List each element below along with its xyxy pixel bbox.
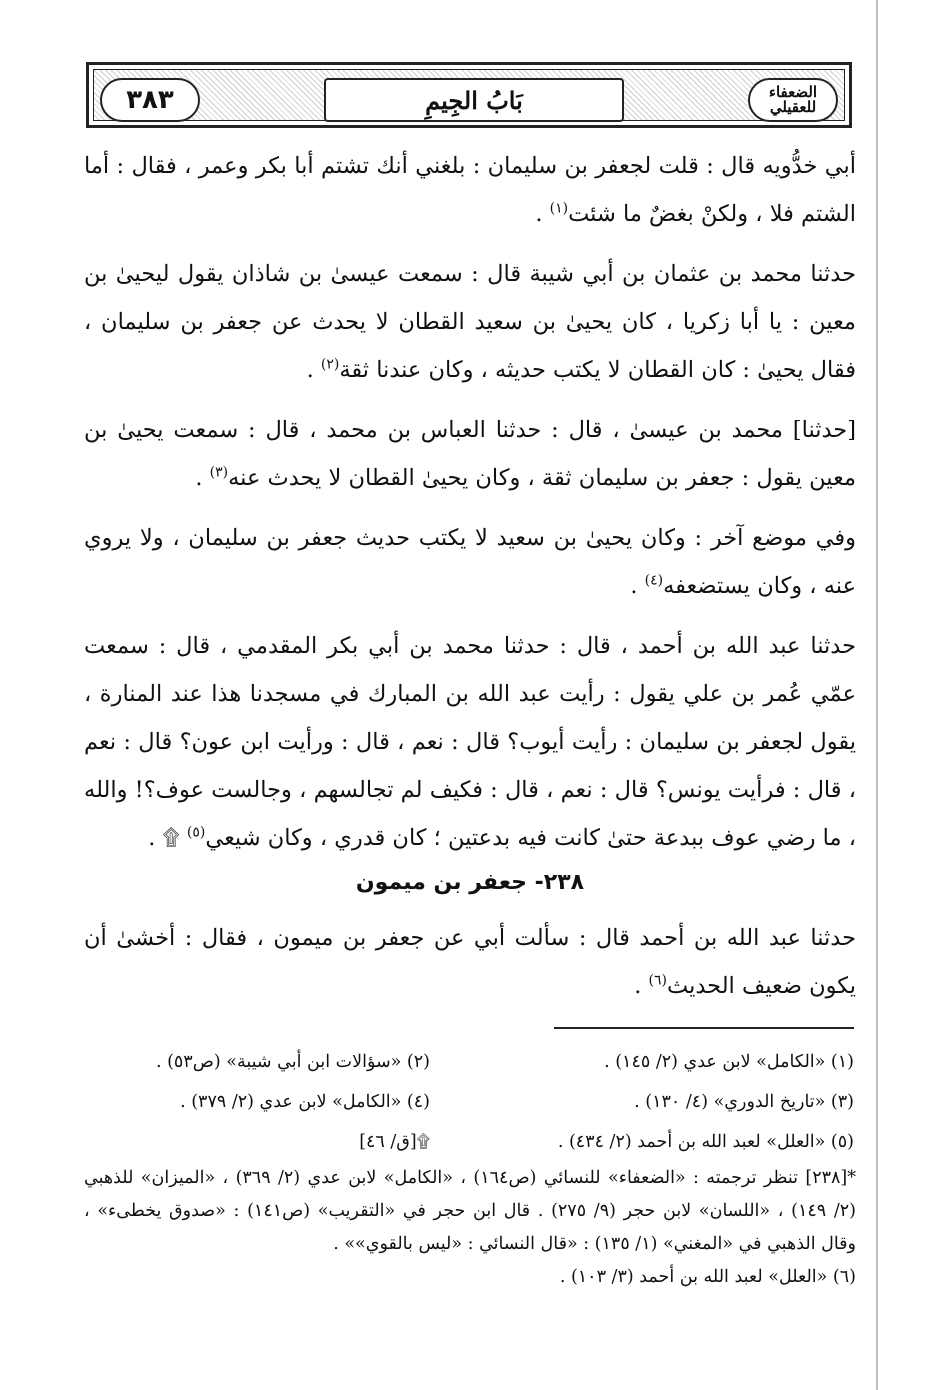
paragraph: حدثنا عبد الله بن أحمد قال : سألت أبي عن جعفر بن ميمون ، فقال : أخشىٰ أن يكون ضعيف الحديث$^{(٦)}$ . xyxy=(84,925,856,999)
header-ornament-border xyxy=(93,69,845,121)
footnote: (٣) «تاريخ الدوري» (٤/ ١٣٠) . xyxy=(634,1092,854,1112)
entry-footnote: *[٢٣٨] تنظر ترجمته : «الضعفاء» للنسائي (ص١٦٤) ، «الكامل» لابن عدي (٢/ ٣٦٩) ، «الميزان» للذهبي (٢/ ١٤٩) ، «اللسان» لابن حجر (٩/ ٢٧٥) . قال ابن حجر في «التقريب» (ص١٤١) : «صدوق يخطىء» ، وقال الذهبي في «المغني» (١/ ١٣٥) : «قال النسائي : «ليس بالقوي»» . xyxy=(84,1168,856,1254)
paragraph: حدثنا عبد الله بن أحمد ، قال : حدثنا محمد بن أبي بكر المقدمي ، قال : سمعت عمّي عُمر بن علي يقول : رأيت عبد الله بن المبارك في مسجدنا هذا عند المنارة ، يقول لجعفر بن سليمان : رأيت أيوب؟ قال : نعم ، قال : ورأيت ابن عون؟ قال : نعم ، قال : فرأيت يونس؟ قال : نعم ، قال : فكيف لم تجالسهم ، وجالست عوف؟! والله ، ما رضي عوف ببدعة حتىٰ كانت فيه بدعتين ؛ كان قدري ، وكان شيعي$^{(٥)}$ ۩ . xyxy=(84,633,856,851)
footnote: (١) «الكامل» لابن عدي (٢/ ١٤٥) . xyxy=(604,1052,854,1072)
footnotes-grid xyxy=(84,1042,856,1162)
manuscript-folio-marker: ۩[ق/ ٤٦] xyxy=(359,1132,430,1152)
paragraph: حدثنا محمد بن عثمان بن أبي شيبة قال : سمعت عيسىٰ بن شاذان يقول ليحيىٰ بن معين : يا أبا زكريا ، كان يحيىٰ بن سعيد القطان لا يحدث عن جعفر بن سليمان ، فقال يحيىٰ : كان القطان لا يكتب حديثه ، وكان عندنا ثقة$^{(٢)}$ . xyxy=(84,261,856,383)
footnote-row xyxy=(84,1042,856,1082)
footnote-ref: (٢) xyxy=(320,356,340,373)
footnote: (٥) «العلل» لعبد الله بن أحمد (٢/ ٤٣٤) . xyxy=(557,1132,854,1152)
footnote-separator xyxy=(554,1027,854,1029)
main-text xyxy=(84,142,856,862)
footnote-row xyxy=(84,1082,856,1122)
footnote-ref: (٦) xyxy=(648,972,668,989)
footnote: (٦) «العلل» لعبد الله بن أحمد (٣/ ١٠٣) . xyxy=(559,1267,856,1287)
page-header xyxy=(86,62,852,128)
page-number: ٣٨٣ xyxy=(126,85,174,115)
book-logo-line1: الضعفاء xyxy=(768,83,818,101)
book-logo-cartouche xyxy=(748,78,838,122)
book-logo xyxy=(769,85,817,115)
entry-text xyxy=(84,914,856,1010)
page-number-cartouche xyxy=(100,78,200,122)
paragraph: أبي خدُّويه قال : قلت لجعفر بن سليمان : بلغني أنك تشتم أبا بكر وعمر ، فقال : أما الشتم فلا ، ولكنْ بغضٌ ما شئت$^{(١)}$ . xyxy=(84,153,856,227)
chapter-title-cartouche xyxy=(324,78,624,122)
footnote-row xyxy=(84,1122,856,1162)
chapter-title: بَابُ الجِيمِ xyxy=(425,85,523,115)
footnote: (٢) «سؤالات ابن أبي شيبة» (ص٥٣) . xyxy=(155,1052,430,1072)
footnotes-long xyxy=(84,1162,856,1294)
footnote: (٤) «الكامل» لابن عدي (٢/ ٣٧٩) . xyxy=(180,1092,430,1112)
entry-heading: ٢٣٨- جعفر بن ميمون xyxy=(355,870,585,895)
footnote-ref: (٥) xyxy=(186,824,206,841)
book-logo-line2: للعقيلي xyxy=(769,98,817,116)
page-edge-line xyxy=(876,0,878,1390)
paragraph: [حدثنا] محمد بن عيسىٰ ، قال : حدثنا العباس بن محمد ، قال : سمعت يحيىٰ بن معين يقول : جعفر بن سليمان ثقة ، وكان يحيىٰ القطان لا يحدث عنه$^{(٣)}$ . xyxy=(84,417,856,491)
paragraph: وفي موضع آخر : وكان يحيىٰ بن سعيد لا يكتب حديث جعفر بن سليمان ، ولا يروي عنه ، وكان يستضعفه$^{(٤)}$ . xyxy=(84,525,856,599)
footnote-ref: (١) xyxy=(549,200,569,217)
footnote-ref: (٤) xyxy=(644,572,664,589)
footnote-ref: (٣) xyxy=(209,464,229,481)
